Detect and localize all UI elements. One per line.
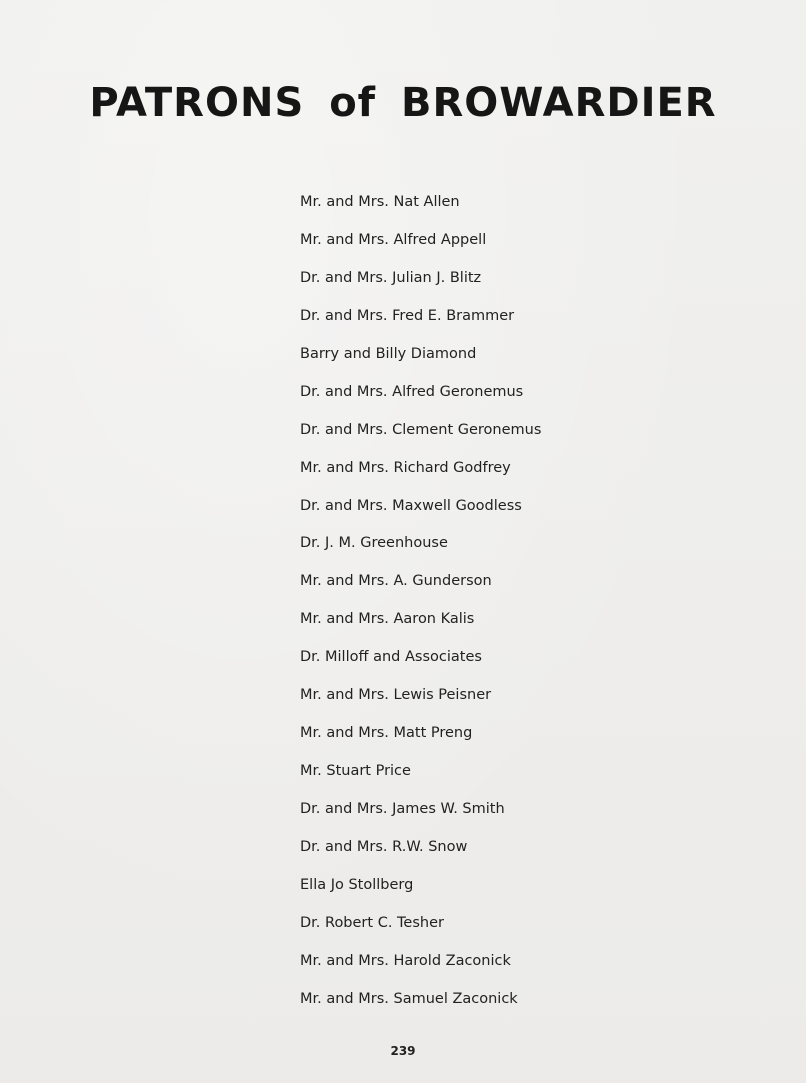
patron-name: Mr. and Mrs. Alfred Appell [300, 231, 487, 248]
patron-name: Barry and Billy Diamond [300, 345, 477, 362]
patron-name: Dr. and Mrs. Julian J. Blitz [300, 269, 482, 286]
patron-name: Dr. and Mrs. R.W. Snow [300, 838, 468, 855]
patron-name: Mr. and Mrs. Richard Godfrey [300, 459, 511, 476]
patron-name: Dr. and Mrs. Clement Geronemus [300, 421, 542, 438]
patron-name: Dr. and Mrs. Maxwell Goodless [300, 497, 522, 514]
patron-name: Dr. and Mrs. Fred E. Brammer [300, 307, 515, 324]
patron-name: Mr. and Mrs. Matt Preng [300, 725, 473, 742]
patron-name: Ella Jo Stollberg [300, 876, 414, 893]
patron-name: Dr. and Mrs. James W. Smith [300, 801, 505, 817]
patron-name: Mr. and Mrs. Lewis Peisner [300, 687, 492, 704]
patron-name: Dr. Robert C. Tesher [300, 914, 444, 931]
page-number: 239 [390, 1044, 416, 1058]
patron-name: Mr. and Mrs. Aaron Kalis [300, 611, 475, 628]
patron-name: Mr. and Mrs. Nat Allen [300, 194, 460, 210]
patron-name: Mr. and Mrs. A. Gunderson [300, 573, 492, 590]
patron-name: Mr. and Mrs. Harold Zaconick [300, 952, 511, 969]
patron-list [300, 192, 541, 1027]
patron-name: Mr. and Mrs. Samuel Zaconick [300, 990, 518, 1007]
patron-name: Mr. Stuart Price [300, 763, 411, 780]
patron-name: Dr. J. M. Greenhouse [300, 535, 448, 552]
patron-name: Dr. and Mrs. Alfred Geronemus [300, 383, 524, 400]
page-title: PATRONS of BROWARDIER [89, 80, 717, 126]
patron-name: Dr. Milloff and Associates [300, 649, 482, 666]
